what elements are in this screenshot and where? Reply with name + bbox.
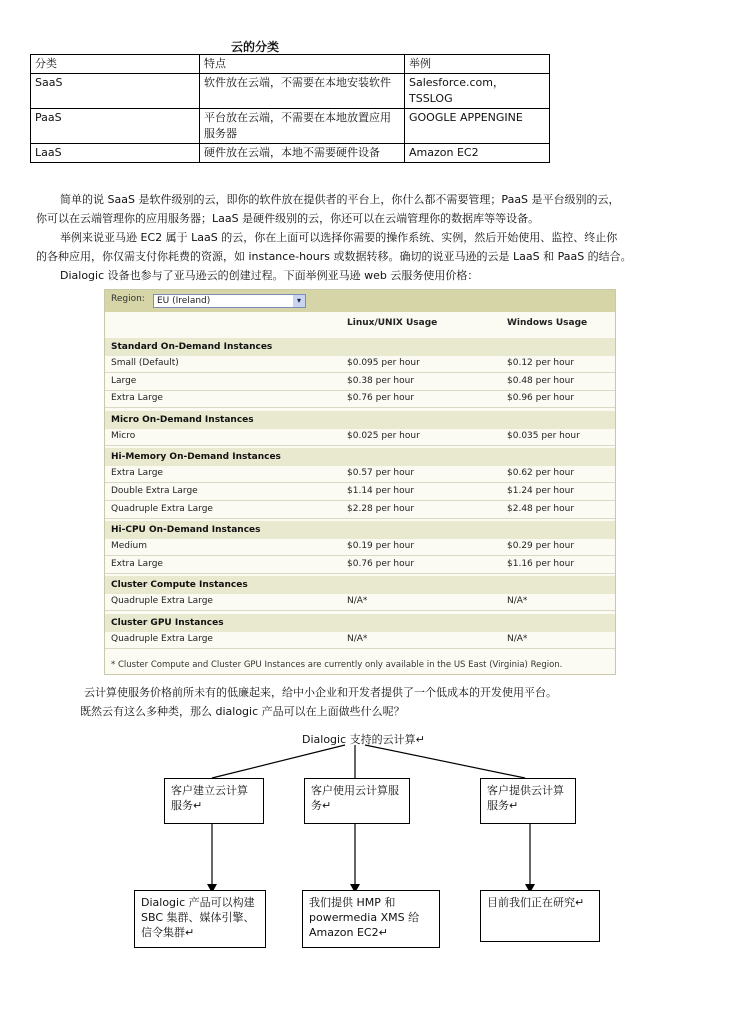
paragraph-line: 的各种应用，你仅需支付你耗费的资源，如 instance-hours 或数据转移。确切的说亚马逊的云是 LaaS 和 PaaS 的结合。	[36, 250, 632, 263]
header-type: 分类	[31, 55, 200, 74]
windows-price: N/A*	[507, 596, 528, 607]
page-title: 云的分类	[230, 40, 279, 54]
linux-price: $0.76 per hour	[347, 558, 415, 569]
linux-price: $0.76 per hour	[347, 393, 415, 404]
diagram-title: Dialogic 支持的云计算↵	[302, 733, 425, 746]
header-feature: 特点	[200, 55, 405, 74]
windows-price: $0.62 per hour	[507, 468, 575, 479]
cell-type: LaaS	[31, 144, 200, 163]
section-name: Cluster Compute Instances	[111, 580, 248, 591]
instance-name: Extra Large	[111, 558, 163, 569]
cell-example: Salesforce.com，TSSLOG	[405, 74, 550, 109]
cell-feature: 平台放在云端，不需要在本地放置应用服务器	[200, 109, 405, 144]
linux-price: N/A*	[347, 596, 368, 607]
cell-type: PaaS	[31, 109, 200, 144]
header-example: 举例	[405, 55, 550, 74]
windows-price: $0.035 per hour	[507, 430, 580, 441]
paragraph-line: 简单的说 SaaS 是软件级别的云，即你的软件放在提供者的平台上，你什么都不需要管理；PaaS 是平台级别的云，	[60, 193, 620, 206]
instance-name: Small (Default)	[111, 358, 179, 368]
pricing-footnote: * Cluster Compute and Cluster GPU Instances are currently only available in the US East (Virginia) Region.	[111, 660, 563, 670]
cell-example: GOOGLE APPENGINE	[405, 109, 550, 144]
linux-price: $1.14 per hour	[347, 486, 415, 496]
cell-type: SaaS	[31, 74, 200, 109]
windows-price: $2.48 per hour	[507, 503, 575, 514]
windows-price: $0.48 per hour	[507, 375, 575, 386]
chevron-down-icon: ▾	[293, 295, 305, 307]
section-name: Micro On-Demand Instances	[111, 414, 254, 425]
diagram-box-hmp: 我们提供 HMP 和 powermedia XMS 给 Amazon EC2↵	[302, 890, 440, 948]
paragraph-line: 举例来说亚马逊 EC2 属于 LaaS 的云，你在上面可以选择你需要的操作系统、实例，然后开始使用、监控、终止你	[60, 231, 618, 244]
windows-price: $0.12 per hour	[507, 358, 575, 368]
instance-name: Extra Large	[111, 468, 163, 479]
instance-name: Medium	[111, 541, 147, 552]
diagram-box-provide: 客户提供云计算服务↵	[480, 778, 576, 824]
linux-price: $0.19 per hour	[347, 541, 415, 552]
instance-name: Quadruple Extra Large	[111, 596, 213, 607]
col-linux-header: Linux/UNIX Usage	[347, 318, 438, 328]
diagram-box-build: 客户建立云计算服务↵	[164, 778, 264, 824]
cell-feature: 软件放在云端，不需要在本地安装软件	[200, 74, 405, 109]
diagram-box-sbc: Dialogic 产品可以构建 SBC 集群、媒体引擎、信令集群↵	[134, 890, 266, 948]
section-name: Cluster GPU Instances	[111, 618, 224, 628]
cell-example: Amazon EC2	[405, 144, 550, 163]
windows-price: $0.96 per hour	[507, 393, 575, 404]
linux-price: $2.28 per hour	[347, 503, 415, 514]
section-name: Standard On-Demand Instances	[111, 342, 273, 352]
windows-price: $1.24 per hour	[507, 486, 575, 496]
instance-name: Micro	[111, 430, 136, 441]
diagram-box-research: 目前我们正在研究↵	[480, 890, 600, 942]
windows-price: $1.16 per hour	[507, 558, 575, 569]
linux-price: $0.38 per hour	[347, 375, 415, 386]
linux-price: N/A*	[347, 634, 368, 644]
paragraph-line: 既然云有这么多种类，那么 dialogic 产品可以在上面做些什么呢？	[80, 705, 405, 718]
instance-name: Extra Large	[111, 393, 163, 404]
cell-feature: 硬件放在云端，本地不需要硬件设备	[200, 144, 405, 163]
region-value: EU (Ireland)	[157, 296, 211, 306]
paragraph-line: 云计算使服务价格前所未有的低廉起来，给中小企业和开发者提供了一个低成本的开发使用平台。	[84, 686, 557, 699]
linux-price: $0.095 per hour	[347, 358, 420, 368]
section-name: Hi-Memory On-Demand Instances	[111, 452, 281, 463]
windows-price: N/A*	[507, 634, 528, 644]
col-windows-header: Windows Usage	[507, 318, 588, 328]
region-label: Region:	[111, 294, 145, 304]
linux-price: $0.57 per hour	[347, 468, 415, 479]
instance-name: Quadruple Extra Large	[111, 503, 213, 514]
paragraph-line: Dialogic 设备也参与了亚马逊云的创建过程。下面举例亚马逊 web 云服务使用价格：	[60, 269, 479, 282]
instance-name: Double Extra Large	[111, 486, 198, 496]
instance-name: Large	[111, 375, 137, 386]
section-name: Hi-CPU On-Demand Instances	[111, 525, 261, 536]
paragraph-line: 你可以在云端管理你的应用服务器；LaaS 是硬件级别的云，你还可以在云端管理你的数据库等等设备。	[36, 212, 540, 225]
diagram-box-use: 客户使用云计算服务↵	[304, 778, 410, 824]
linux-price: $0.025 per hour	[347, 430, 420, 441]
windows-price: $0.29 per hour	[507, 541, 575, 552]
instance-name: Quadruple Extra Large	[111, 634, 213, 644]
